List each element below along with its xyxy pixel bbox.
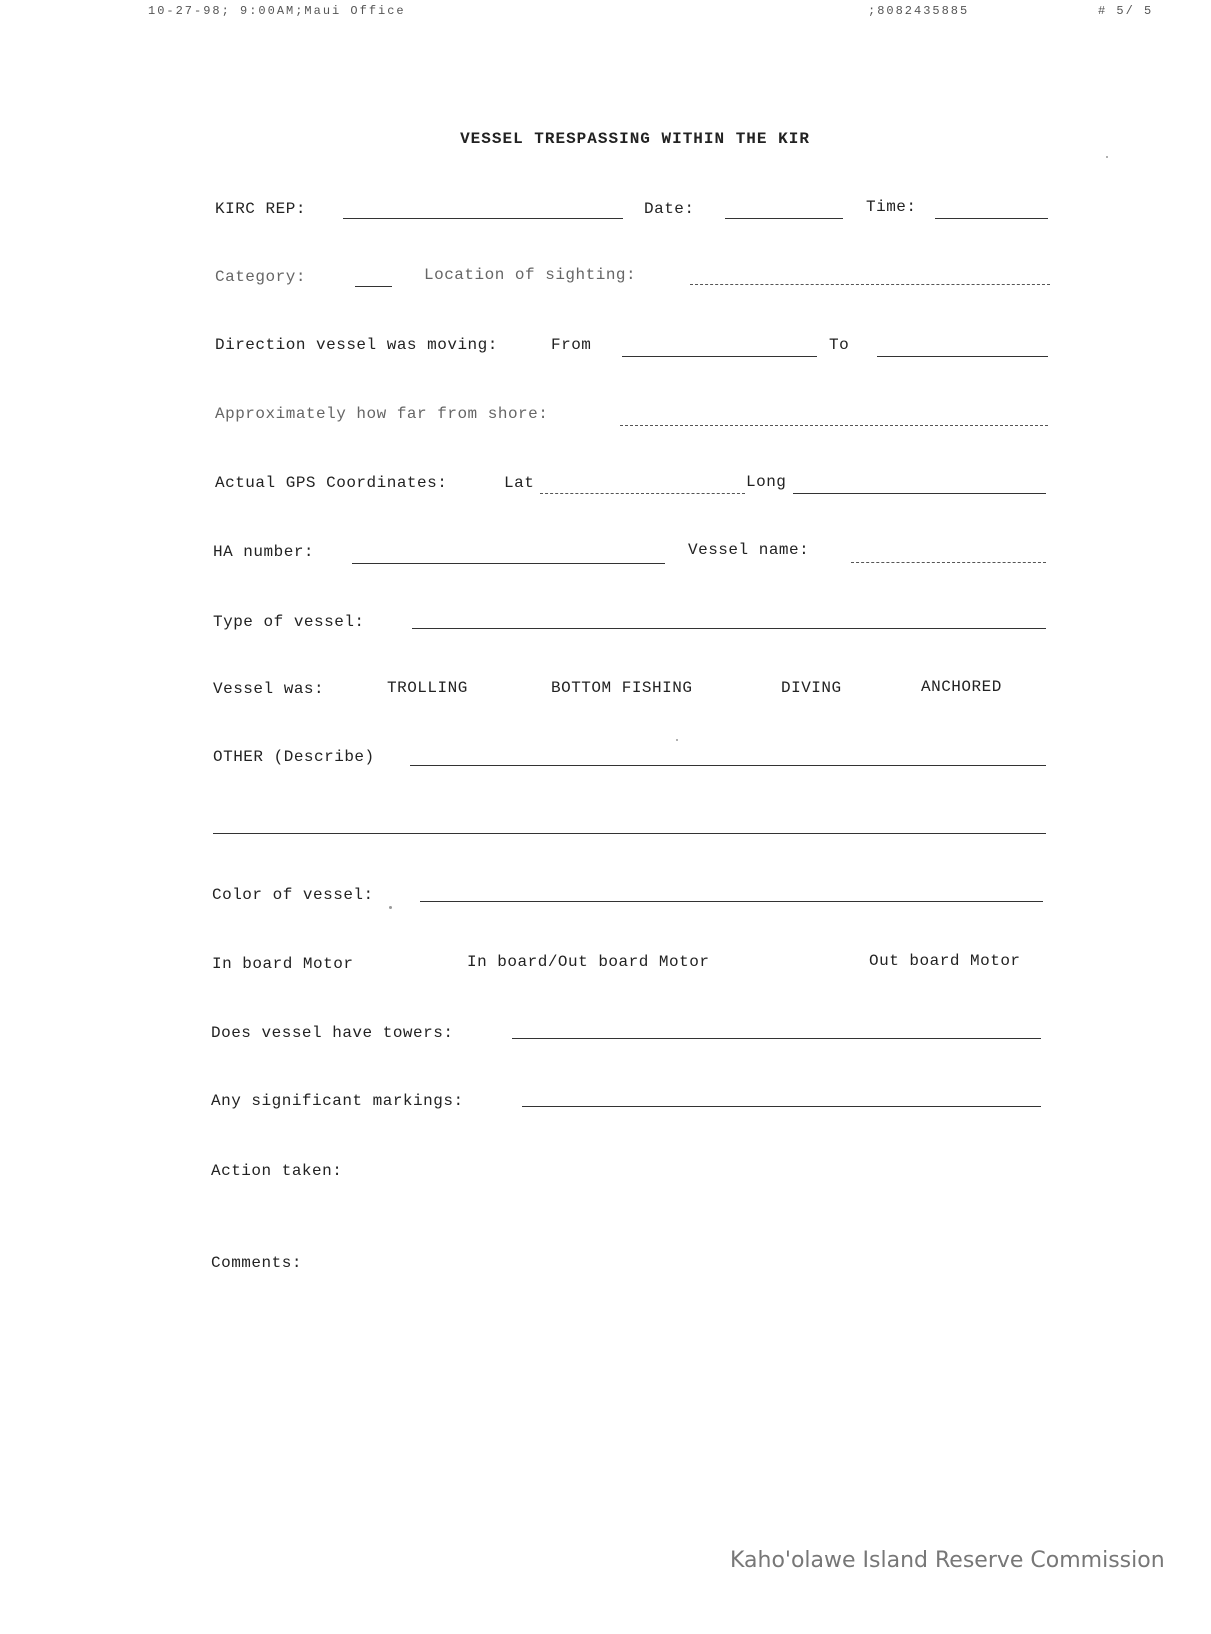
date-field[interactable] — [725, 218, 843, 219]
from-field[interactable] — [622, 356, 817, 357]
time-label: Time: — [866, 198, 917, 216]
location-field[interactable] — [690, 284, 1050, 285]
row-markings — [0, 1092, 1211, 1122]
type-of-vessel-field[interactable] — [412, 628, 1046, 629]
kirc-rep-field[interactable] — [343, 218, 623, 219]
row-kirc-rep — [0, 198, 1211, 228]
fax-header — [0, 2, 1211, 22]
row-gps — [0, 474, 1211, 504]
fax-timestamp: 10-27-98; 9:00AM;Maui Office — [148, 4, 406, 18]
other-field-continued[interactable] — [213, 833, 1046, 834]
scan-speck — [676, 739, 678, 741]
gps-label: Actual GPS Coordinates: — [215, 474, 448, 492]
category-label: Category: — [215, 268, 306, 286]
ha-number-field[interactable] — [352, 563, 665, 564]
row-towers — [0, 1024, 1211, 1054]
time-field[interactable] — [935, 218, 1048, 219]
towers-label: Does vessel have towers: — [211, 1024, 454, 1042]
row-vessel-was — [0, 680, 1211, 710]
row-ha-number — [0, 543, 1211, 573]
location-label: Location of sighting: — [424, 266, 637, 284]
type-of-vessel-label: Type of vessel: — [213, 613, 365, 631]
fax-page-number: # 5/ 5 — [1098, 4, 1154, 18]
lat-label: Lat — [504, 474, 535, 492]
scan-speck — [1106, 156, 1108, 158]
kirc-rep-label: KIRC REP: — [215, 200, 306, 218]
option-bottom-fishing[interactable]: BOTTOM FISHING — [551, 679, 693, 697]
category-field[interactable] — [355, 286, 392, 287]
watermark: Kaho'olawe Island Reserve Commission — [730, 1548, 1165, 1573]
from-label: From — [551, 336, 592, 354]
markings-label: Any significant markings: — [211, 1092, 464, 1110]
distance-field[interactable] — [620, 425, 1048, 426]
fax-phone: ;8082435885 — [868, 4, 970, 18]
option-trolling[interactable]: TROLLING — [387, 679, 468, 697]
row-color — [0, 886, 1211, 916]
row-comments — [0, 1254, 1211, 1284]
other-label: OTHER (Describe) — [213, 748, 375, 766]
direction-label: Direction vessel was moving: — [215, 336, 498, 354]
option-inboard-motor[interactable]: In board Motor — [212, 955, 354, 973]
distance-label: Approximately how far from shore: — [215, 405, 549, 423]
option-anchored[interactable]: ANCHORED — [921, 678, 1002, 696]
vessel-name-label: Vessel name: — [688, 541, 810, 559]
long-label: Long — [746, 473, 787, 491]
towers-field[interactable] — [512, 1038, 1041, 1039]
ha-number-label: HA number: — [213, 543, 315, 561]
lat-field[interactable] — [540, 493, 745, 494]
row-category — [0, 266, 1211, 296]
scan-speck — [389, 906, 392, 909]
vessel-name-field[interactable] — [851, 562, 1046, 563]
row-motor — [0, 952, 1211, 985]
color-field[interactable] — [420, 901, 1043, 902]
vessel-was-label: Vessel was: — [213, 680, 325, 698]
other-field[interactable] — [410, 765, 1046, 766]
option-diving[interactable]: DIVING — [781, 679, 842, 697]
option-outboard-motor[interactable]: Out board Motor — [869, 952, 1021, 970]
markings-field[interactable] — [522, 1106, 1041, 1107]
row-direction — [0, 336, 1211, 366]
to-field[interactable] — [877, 356, 1048, 357]
row-action-taken — [0, 1162, 1211, 1192]
form-title: VESSEL TRESPASSING WITHIN THE KIR — [460, 130, 810, 148]
comments-label: Comments: — [211, 1254, 302, 1272]
action-taken-label: Action taken: — [211, 1162, 343, 1180]
option-inboard-outboard-motor[interactable]: In board/Out board Motor — [467, 953, 710, 971]
row-type — [0, 613, 1211, 643]
long-field[interactable] — [793, 493, 1046, 494]
row-other — [0, 748, 1211, 778]
to-label: To — [829, 336, 850, 354]
row-distance — [0, 405, 1211, 435]
date-label: Date: — [644, 200, 695, 218]
color-label: Color of vessel: — [212, 886, 374, 904]
